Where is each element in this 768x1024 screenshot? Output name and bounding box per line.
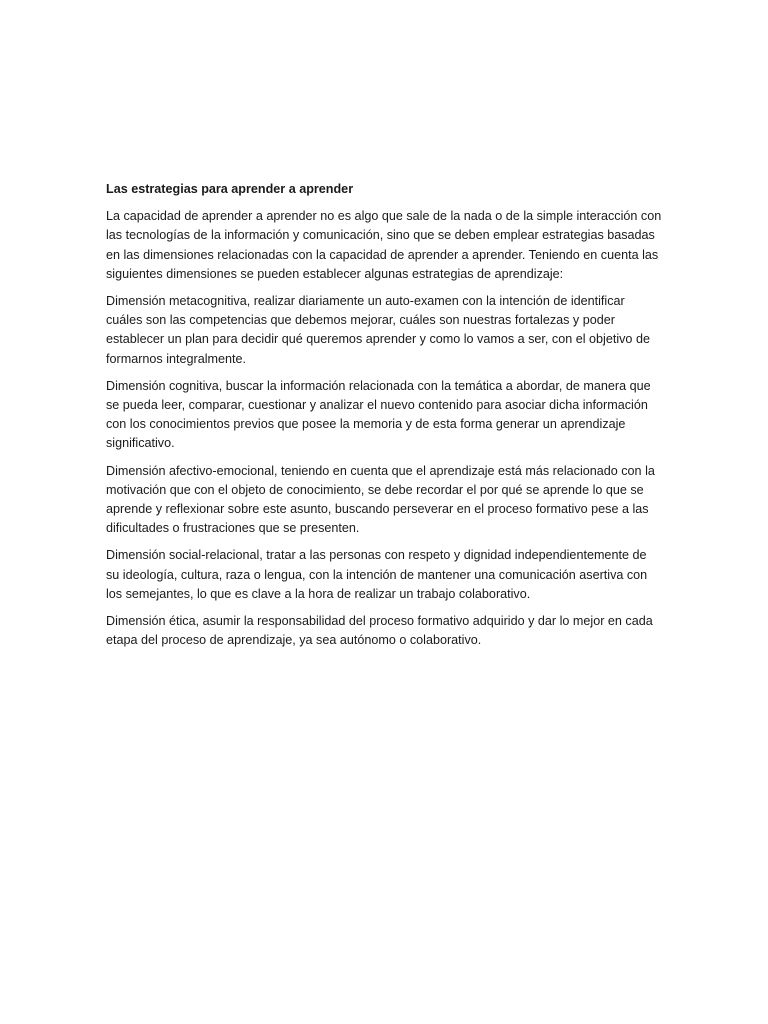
paragraph-cognitive: Dimensión cognitiva, buscar la información relacionada con la temática a abordar, de manera que se pueda leer, comparar, cuestionar y analizar el nuevo contenido para asociar dicha información con los conocimientos previos que posee la memoria y de esta forma generar un aprendizaje significativo. bbox=[106, 378, 651, 451]
document-page bbox=[106, 180, 662, 658]
paragraph-social-relational: Dimensión social-relacional, tratar a las personas con respeto y dignidad independientemente de su ideología, cultura, raza o lengua, con la intención de mantener una comunicación asertiva con los semejantes, lo que es clave a la hora de realizar un trabajo colaborativo. bbox=[106, 548, 648, 601]
paragraph-affective-emotional: Dimensión afectivo-emocional, teniendo en cuenta que el aprendizaje está más relacionado con la motivación que con el objeto de conocimiento, se debe recordar el por qué se aprende lo que se aprende y reflexionar sobre este asunto, buscando perseverar en el proceso formativo pese a las dificultades o frustraciones que se presenten. bbox=[106, 463, 655, 536]
paragraph-intro: La capacidad de aprender a aprender no es algo que sale de la nada o de la simple interacción con las tecnologías de la información y comunicación, sino que se deben emplear estrategias basadas en las dimensiones relacionadas con la capacidad de aprender a aprender. Teniendo en cuenta las siguientes dimensiones se pueden establecer algunas estrategias de aprendizaje: bbox=[106, 209, 662, 281]
paragraph-ethical: Dimensión ética, asumir la responsabilidad del proceso formativo adquirido y dar lo mejor en cada etapa del proceso de aprendizaje, ya sea autónomo o colaborativo. bbox=[106, 614, 653, 648]
document-title: Las estrategias para aprender a aprender bbox=[106, 182, 354, 196]
paragraph-metacognitive: Dimensión metacognitiva, realizar diariamente un auto-examen con la intención de identificar cuáles son las competencias que debemos mejorar, cuáles son nuestras fortalezas y poder establecer un plan para decidir qué queremos aprender y como lo vamos a ser, con el objetivo de formarnos integralmente. bbox=[106, 294, 650, 366]
